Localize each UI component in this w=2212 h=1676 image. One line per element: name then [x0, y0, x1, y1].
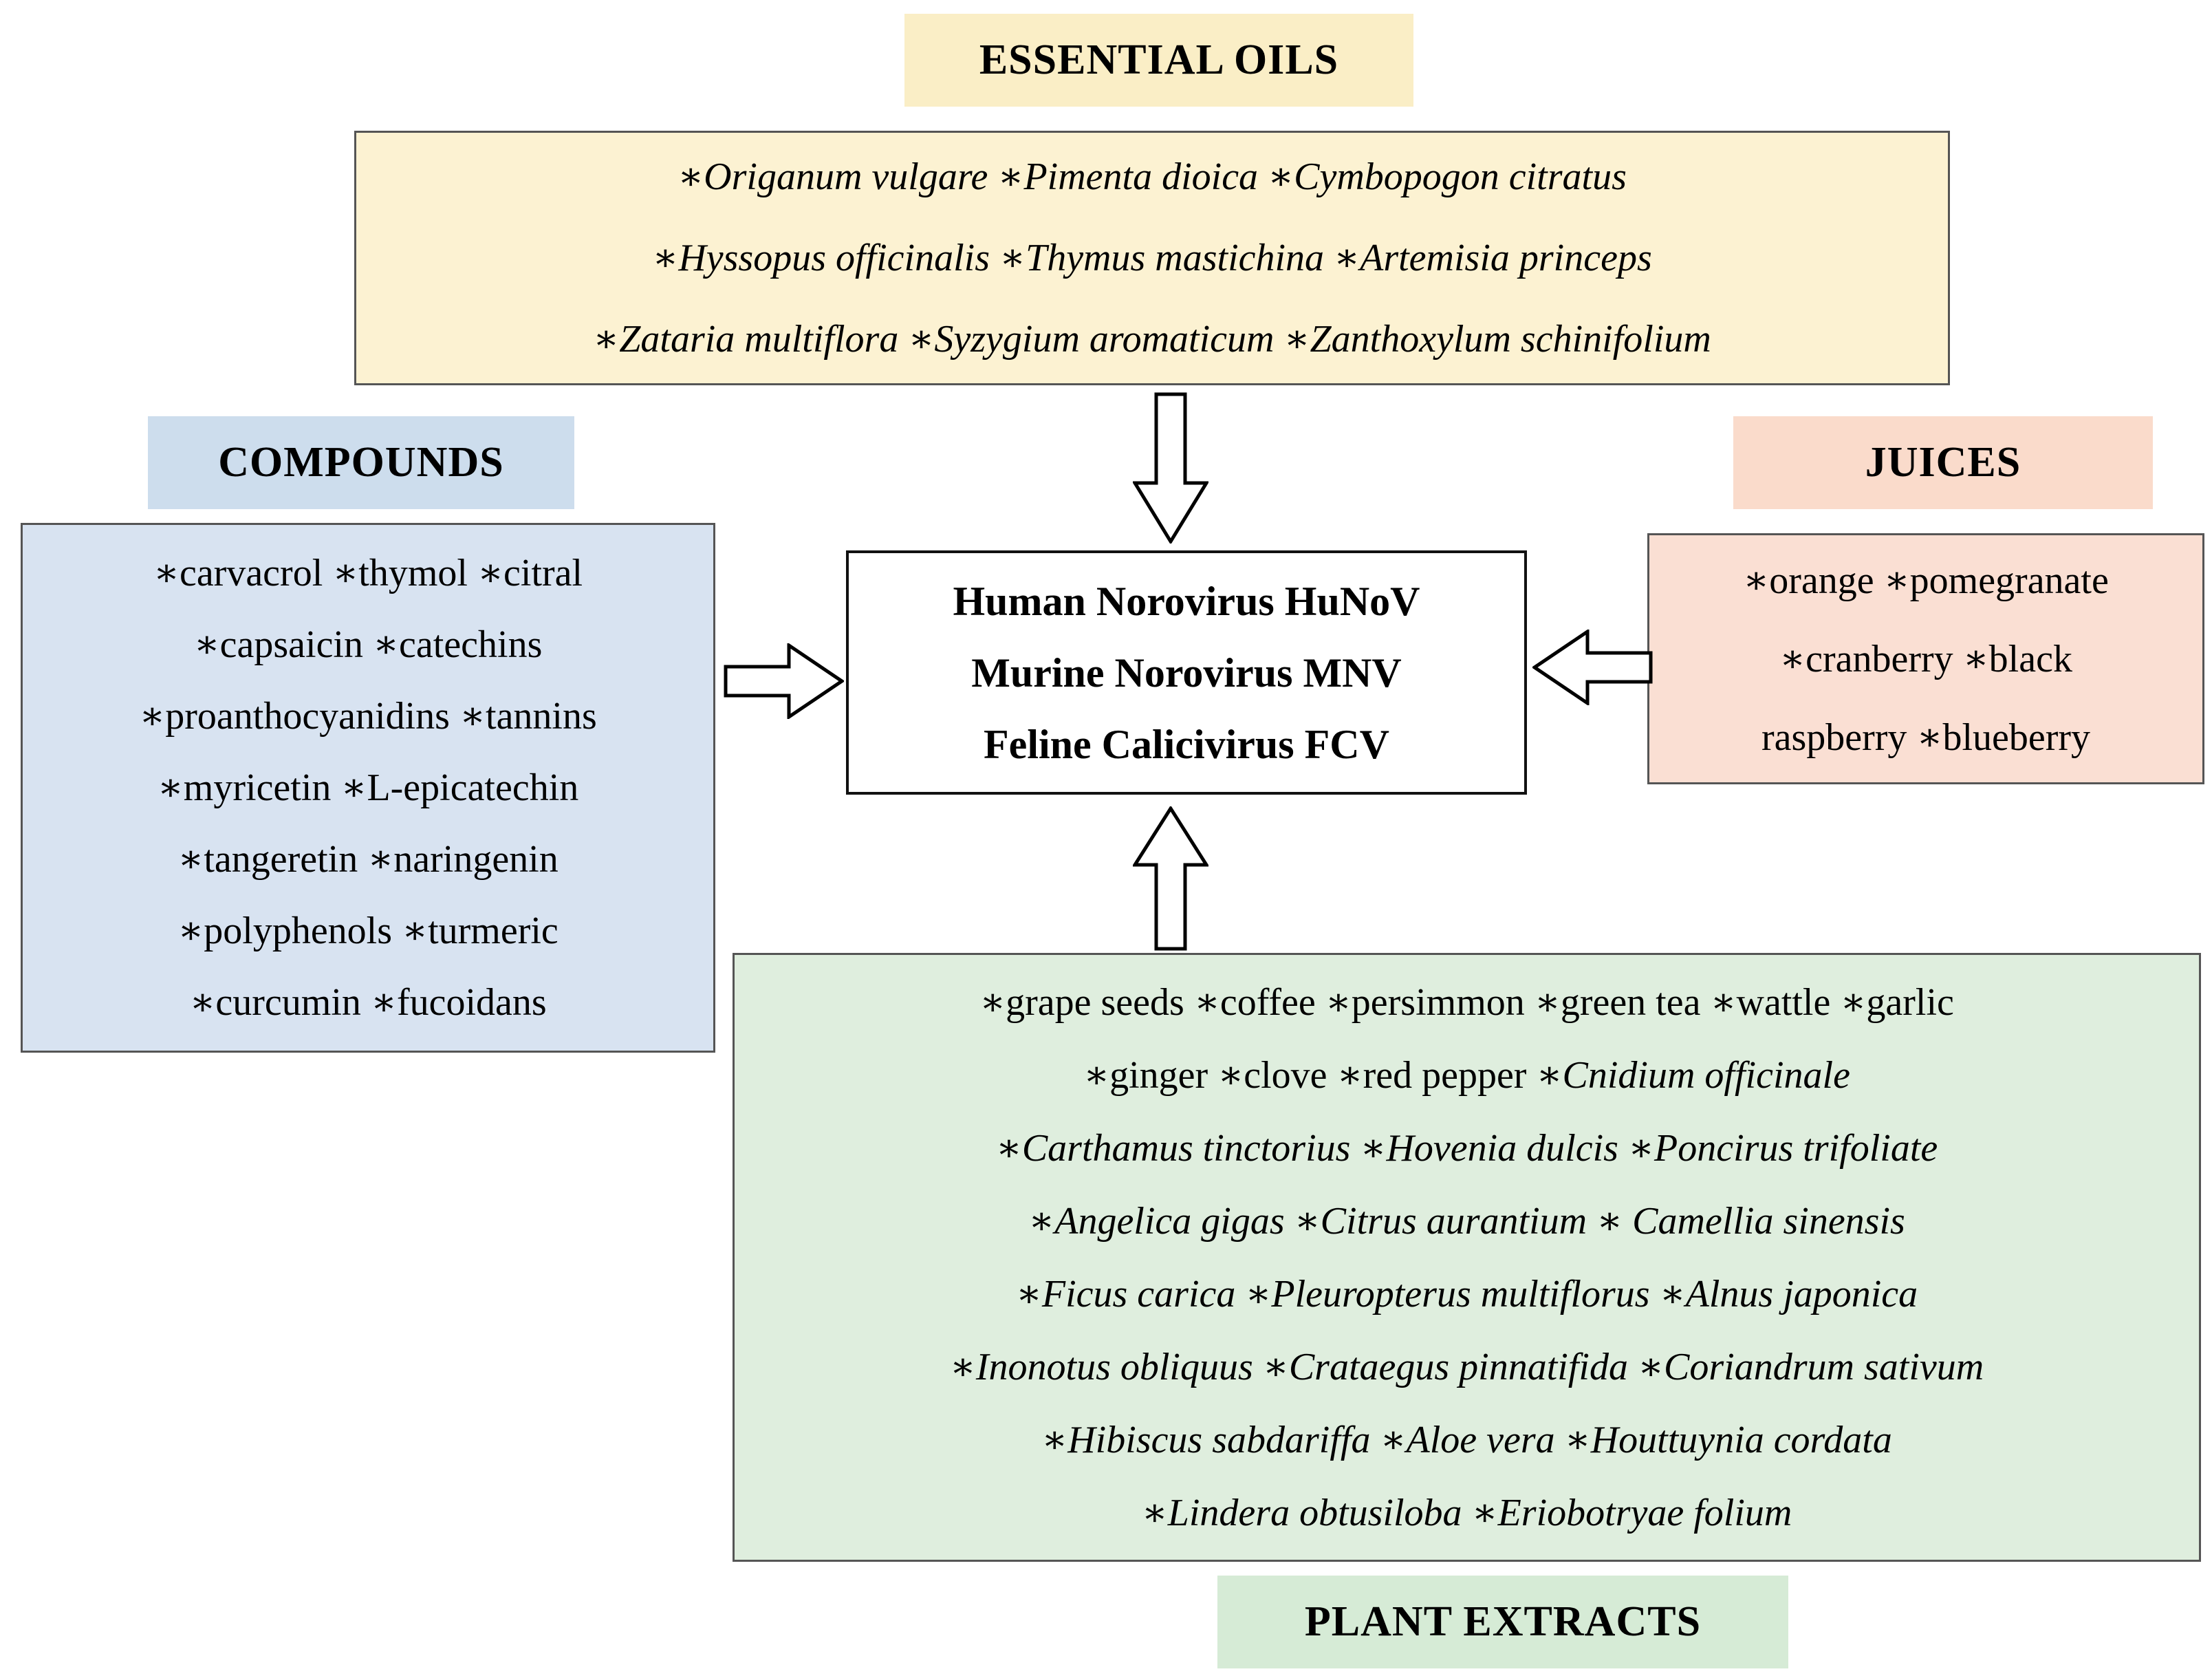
text-line: ∗grape seeds ∗coffee ∗persimmon ∗green tea ∗wattle ∗garlic: [979, 980, 1954, 1024]
text-line: ∗polyphenols ∗turmeric: [177, 910, 559, 952]
arrow-up-icon: [1133, 806, 1208, 951]
virus-center-box: [846, 550, 1527, 795]
text-line: ∗Ficus carica ∗Pleuropterus multiflorus ∗Alnus japonica: [1015, 1272, 1918, 1315]
compounds-box: [21, 523, 715, 1053]
juices-box: [1647, 533, 2204, 784]
plant-extracts-heading: PLANT EXTRACTS: [1217, 1576, 1788, 1668]
text-line: ∗carvacrol ∗thymol ∗citral: [153, 552, 583, 594]
text-line: ∗Lindera obtusiloba ∗Eriobotryae folium: [1141, 1491, 1792, 1534]
text-line: raspberry ∗blueberry: [1761, 716, 2091, 759]
plant-extracts-box: [733, 953, 2201, 1562]
text-line: ∗Carthamus tinctorius ∗Hovenia dulcis ∗Poncirus trifoliate: [995, 1126, 1938, 1170]
text-line: ∗ginger ∗clove ∗red pepper ∗Cnidium officinale: [1083, 1053, 1850, 1097]
text-line: Human Norovirus HuNoV: [953, 578, 1420, 624]
text-line: ∗capsaicin ∗catechins: [193, 623, 543, 666]
text-line: ∗Hyssopus officinalis ∗Thymus mastichina ∗Artemisia princeps: [652, 237, 1652, 279]
text-line: ∗Zataria multiflora ∗Syzygium aromaticum ∗Zanthoxylum schinifolium: [593, 318, 1711, 361]
compounds-heading: COMPOUNDS: [148, 416, 574, 509]
text-line: ∗Origanum vulgare ∗Pimenta dioica ∗Cymbopogon citratus: [677, 155, 1627, 198]
arrow-left-icon: [1532, 630, 1653, 705]
text-line: ∗proanthocyanidins ∗tannins: [139, 695, 597, 738]
text-line: ∗Inonotus obliquus ∗Crataegus pinnatifida ∗Coriandrum sativum: [949, 1345, 1984, 1388]
juices-heading: JUICES: [1733, 416, 2153, 509]
text-line: Feline Calicivirus FCV: [984, 721, 1389, 767]
text-line: ∗curcumin ∗fucoidans: [189, 981, 547, 1024]
arrow-down-icon: [1133, 392, 1208, 544]
arrow-right-icon: [724, 643, 844, 719]
text-line: Murine Norovirus MNV: [971, 649, 1402, 696]
essential-oils-heading: ESSENTIAL OILS: [904, 14, 1413, 107]
text-line: ∗Hibiscus sabdariffa ∗Aloe vera ∗Houttuynia cordata: [1041, 1418, 1892, 1461]
text-line: ∗cranberry ∗black: [1779, 637, 2072, 680]
text-line: ∗tangeretin ∗naringenin: [177, 838, 559, 881]
text-line: ∗Angelica gigas ∗Citrus aurantium ∗ Camellia sinensis: [1028, 1199, 1905, 1243]
text-line: ∗myricetin ∗L-epicatechin: [157, 766, 579, 809]
essential-oils-box: [354, 131, 1950, 385]
text-line: ∗orange ∗pomegranate: [1743, 559, 2109, 602]
